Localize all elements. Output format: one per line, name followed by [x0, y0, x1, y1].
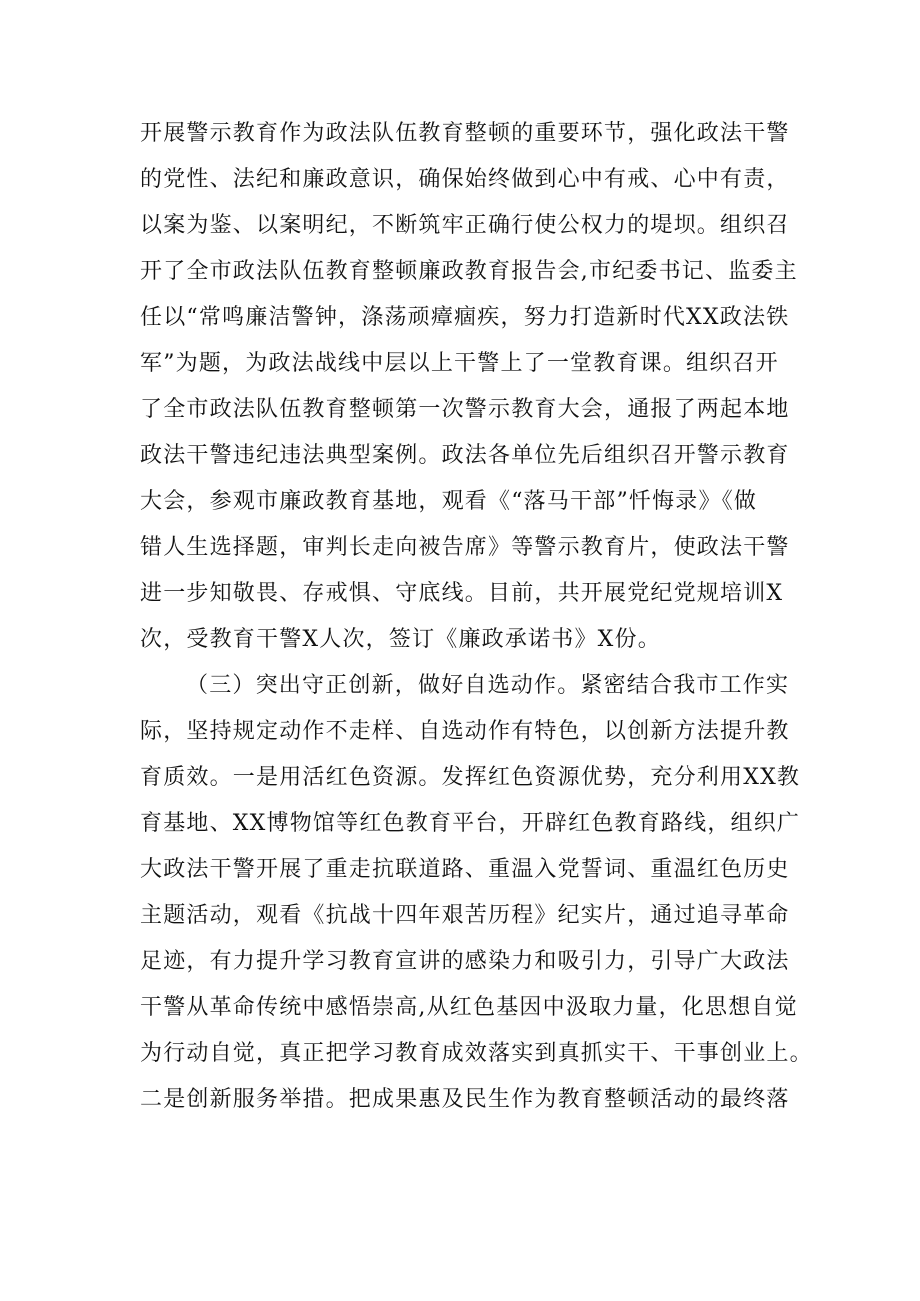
text-line: 进一步知敬畏、存戒惧、守底线。目前，共开展党纪党规培训X — [140, 581, 784, 606]
text-line: 足迹，有力提升学习教育宣讲的感染力和吸引力，引导广大政法 — [140, 949, 790, 974]
text-line: 大政法干警开展了重走抗联道路、重温入党誓词、重温红色历史 — [140, 857, 790, 882]
text-line: 任以“常鸣廉洁警钟，涤荡顽瘴痼疾，努力打造新时代XX政法铁 — [140, 305, 790, 330]
text-line: 错人生选择题，审判长走向被告席》等警示教育片，使政法干警 — [140, 535, 790, 560]
text-line: 际，坚持规定动作不走样、自选动作有特色，以创新方法提升教 — [140, 719, 790, 744]
text-line: 开展警示教育作为政法队伍教育整顿的重要环节，强化政法干警 — [140, 121, 790, 146]
text-line: 政法干警违纪违法典型案例。政法各单位先后组织召开警示教育 — [140, 443, 790, 468]
text-line: 开了全市政法队伍教育整顿廉政教育报告会,市纪委书记、监委主 — [140, 259, 798, 284]
text-line: 二是创新服务举措。把成果惠及民生作为教育整顿活动的最终落 — [140, 1087, 790, 1112]
text-line: 干警从革命传统中感悟崇高,从红色基因中汲取力量，化思想自觉 — [140, 995, 798, 1020]
section-heading-line: （三）突出守正创新，做好自选动作。紧密结合我市工作实 — [186, 673, 790, 698]
text-line: 为行动自觉，真正把学习教育成效落实到真抓实干、干事创业上。 — [140, 1041, 813, 1066]
text-line: 大会，参观市廉政教育基地，观看《“落马干部”忏悔录》《做 — [140, 489, 758, 514]
text-line: 军”为题，为政法战线中层以上干警上了一堂教育课。组织召开 — [140, 351, 779, 376]
text-line: 育质效。一是用活红色资源。发挥红色资源优势，充分利用XX教 — [140, 765, 801, 790]
text-line: 了全市政法队伍教育整顿第一次警示教育大会，通报了两起本地 — [140, 397, 790, 422]
text-line: 主题活动，观看《抗战十四年艰苦历程》纪实片，通过追寻革命 — [140, 903, 790, 928]
text-line: 以案为鉴、以案明纪，不断筑牢正确行使公权力的堤坝。组织召 — [140, 213, 790, 238]
text-line: 育基地、XX博物馆等红色教育平台，开辟红色教育路线，组织广 — [140, 811, 801, 836]
text-line: 次，受教育干警X人次，签订《廉政承诺书》X份。 — [140, 627, 661, 652]
text-line: 的党性、法纪和廉政意识，确保始终做到心中有戒、心中有责， — [140, 167, 790, 192]
